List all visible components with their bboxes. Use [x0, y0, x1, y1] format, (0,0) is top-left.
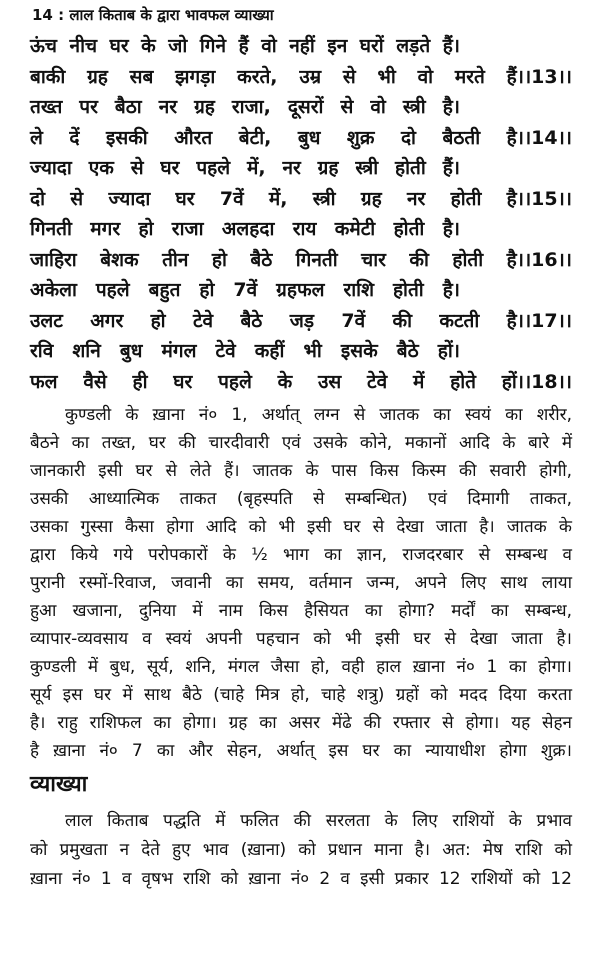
paragraph-line: पुरानी रस्मों-रिवाज, जवानी का समय, वर्तमान जन्म, अपने लिए साथ लाया [30, 573, 572, 593]
paragraph-line: है ख़ाना नं० 7 का और सेहन, अर्थात् इस घर का न्यायाधीश होगा शुक्र। [30, 741, 572, 761]
paragraph-line: को प्रमुखता न देते हुए भाव (ख़ाना) को प्रधान माना है। अत: मेष राशि को [30, 840, 572, 860]
verse-line: बाकी ग्रह सब झगड़ा करते, उम्र से भी वो मरते हैं।।13।। [30, 65, 572, 88]
verse-line: ले दें इसकी औरत बेटी, बुध शुक्र दो बैठती है।।14।। [30, 126, 572, 149]
verse-line: रवि शनि बुध मंगल टेवे कहीं भी इसके बैठे हों। [30, 340, 460, 362]
paragraph-line: लाल किताब पद्धति में फलित की सरलता के लिए राशियों के प्रभाव [65, 811, 572, 831]
paragraph-line: कुण्डली में बुध, सूर्य, शनि, मंगल जैसा हो, वही हाल ख़ाना नं० 1 का होगा। [30, 657, 572, 677]
paragraph-line: व्यापार-व्यवसाय व स्वयं अपनी पहचान को भी इसी घर से देखा जाता है। [30, 629, 572, 649]
paragraph-line: ख़ाना नं० 1 व वृषभ राशि को ख़ाना नं० 2 व इसी प्रकार 12 राशियों को 12 [30, 869, 572, 889]
verse-line: ज्यादा एक से घर पहले में, नर ग्रह स्त्री होती हैं। [30, 157, 460, 179]
section-heading: व्याख्या [30, 772, 88, 797]
verse-line: गिनती मगर हो राजा अलहदा राय कमेटी होती है। [30, 218, 460, 240]
paragraph-line: हुआ खजाना, दुनिया में नाम किस हैसियत का होगा? मर्दों का सम्बन्ध, [30, 601, 572, 621]
verse-line: उलट अगर हो टेवे बैठे जड़ 7वें की कटती है।।17।। [30, 309, 572, 332]
paragraph-line: जानकारी इसी घर से लेते हैं। जातक के पास किस किस्म की सवारी होगी, [30, 461, 572, 481]
verse-line: ऊंच नीच घर के जो गिने हैं वो नहीं इन घरों लड़ते हैं। [30, 35, 460, 57]
paragraph-line: है। राहु राशिफल का होगा। ग्रह का असर मेंढे की रफ्तार से होगा। यह सेहन [30, 713, 572, 733]
verse-line: दो से ज्यादा घर 7वें में, स्त्री ग्रह नर होती है।।15।। [30, 187, 572, 210]
verse-line: फल वैसे ही घर पहले के उस टेवे में होते हों।।18।। [30, 370, 572, 393]
paragraph-line: बैठने का तख्त, घर की चारदीवारी एवं उसके कोने, मकानों आदि के बारे में [30, 433, 572, 453]
paragraph-line: द्वारा किये गये परोपकारों के ½ भाग का ज्ञान, राजदरबार से सम्बन्ध व [30, 545, 572, 565]
paragraph-line: उसकी आध्यात्मिक ताकत (बृहस्पति से सम्बन्धित) एवं दिमागी ताकत, [30, 489, 572, 509]
verse-line: अकेला पहले बहुत हो 7वें ग्रहफल राशि होती है। [30, 279, 460, 301]
verse-line: तख्त पर बैठा नर ग्रह राजा, दूसरों से वो स्त्री है। [30, 96, 460, 118]
verse-line: जाहिरा बेशक तीन हो बैठे गिनती चार की होती है।।16।। [30, 248, 572, 271]
paragraph-line: कुण्डली के ख़ाना नं० 1, अर्थात् लग्न से जातक का स्वयं का शरीर, [65, 405, 572, 425]
paragraph-line: सूर्य इस घर में साथ बैठे (चाहे मित्र हो, चाहे शत्रु) ग्रहों को मदद दिया करता [30, 685, 572, 705]
page-header: 14 : लाल किताब के द्वारा भावफल व्याख्या [32, 6, 274, 24]
paragraph-line: उसका गुस्सा कैसा होगा आदि को भी इसी घर से देखा जाता है। जातक के [30, 517, 572, 537]
